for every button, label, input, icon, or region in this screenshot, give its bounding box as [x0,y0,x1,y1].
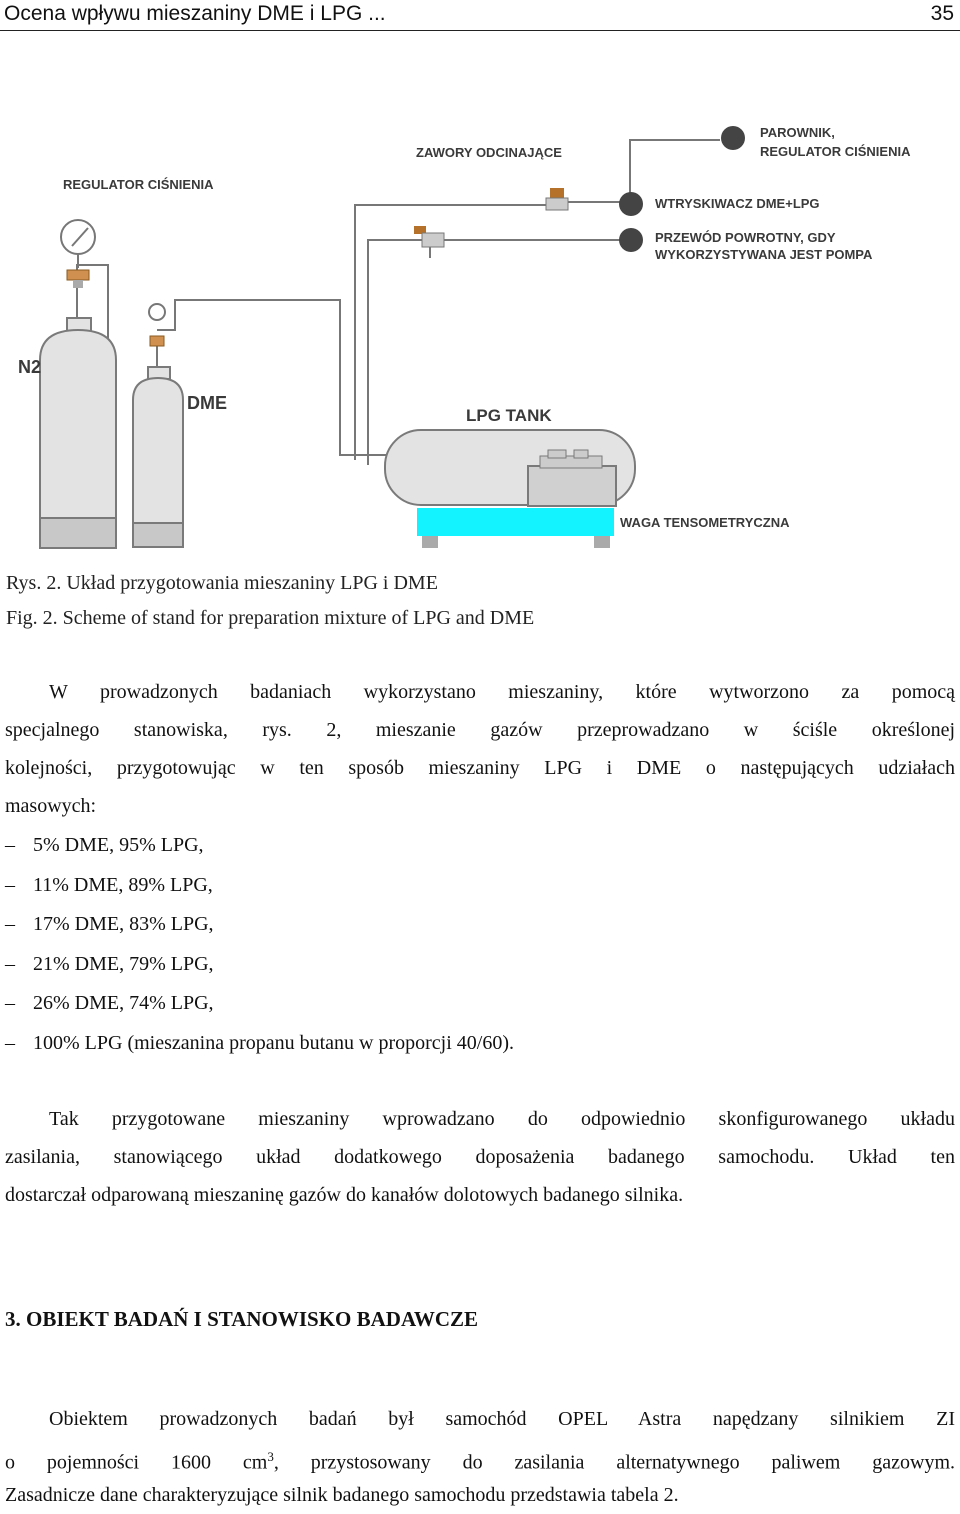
page-number: 35 [930,2,954,25]
n2-cylinder [40,318,116,548]
label-parownik-2: REGULATOR CIŚNIENIA [760,144,911,159]
label-zawory: ZAWORY ODCINAJĄCE [416,145,562,160]
figure-caption-pl: Rys. 2. Układ przygotowania mieszaniny LPG i DME [6,572,438,594]
list-item: – 17% DME, 83% LPG, [5,913,214,935]
list-item: – 26% DME, 74% LPG, [5,992,214,1014]
paragraph-1-line-4: masowych: [5,795,97,817]
paragraph-1-line-3: kolejności, przygotowując w ten sposób mieszaniny LPG i DME o następujących udziałach [5,757,955,779]
list-item: – 5% DME, 95% LPG, [5,834,204,856]
dme-gauge [149,304,165,346]
paragraph-1-line-1: W prowadzonych badaniach wykorzystano mieszaniny, które wytworzono za pomocą [49,681,955,703]
pressure-gauge [61,220,95,288]
figure-caption-en: Fig. 2. Scheme of stand for preparation mixture of LPG and DME [6,607,535,629]
label-przewod-2: WYKORZYSTYWANA JEST POMPA [655,247,873,262]
dme-cylinder [133,367,183,547]
vaporizer-dot [721,126,745,150]
figure-stand-diagram [0,95,960,560]
list-item: – 21% DME, 79% LPG, [5,953,214,975]
label-parownik-1: PAROWNIK, [760,125,835,140]
return-line-dot [619,228,643,252]
injector-dot [619,192,643,216]
paragraph-3-line-2: o pojemności 1600 $cm^3$, przystosowany do zasilania alternatywnego paliwem gazowym. [5,1449,955,1474]
label-przewod-1: PRZEWÓD POWROTNY, GDY [655,230,836,245]
running-header [0,0,960,31]
list-item: – 100% LPG (mieszanina propanu butanu w proporcji 40/60). [5,1032,515,1054]
cutoff-valve-2 [414,226,444,247]
running-title: Ocena wpływu mieszaniny DME i LPG ... [4,2,386,25]
cutoff-valve-1 [546,188,568,210]
paragraph-3-line-3: Zasadnicze dane charakteryzujące silnik badanego samochodu przedstawia tabela 2. [5,1484,679,1506]
label-regulator: REGULATOR CIŚNIENIA [63,177,214,192]
label-n2: N2 [18,357,42,377]
paragraph-2-line-2: zasilania, stanowiącego układ dodatkowego doposażenia badanego samochodu. Układ ten [5,1146,955,1168]
label-dme: DME [187,393,227,413]
list-item: – 11% DME, 89% LPG, [5,874,213,896]
tensometric-scale [417,508,614,548]
label-wtryskiwacz: WTRYSKIWACZ DME+LPG [655,196,820,211]
lpg-tank [385,430,635,506]
paragraph-2-line-1: Tak przygotowane mieszaniny wprowadzano do odpowiednio skonfigurowanego układu [49,1108,955,1130]
paragraph-2-line-3: dostarczał odparowaną mieszaninę gazów do kanałów dolotowych badanego silnika. [5,1184,684,1206]
label-waga: WAGA TENSOMETRYCZNA [620,515,790,530]
label-lpg-tank: LPG TANK [466,406,552,425]
paragraph-3-line-1: Obiektem prowadzonych badań był samochód OPEL Astra napędzany silnikiem ZI [49,1408,955,1430]
paragraph-1-line-2: specjalnego stanowiska, rys. 2, mieszanie gazów przeprowadzano w ściśle określonej [5,719,955,741]
section-heading: 3. OBIEKT BADAŃ I STANOWISKO BADAWCZE [5,1307,478,1331]
